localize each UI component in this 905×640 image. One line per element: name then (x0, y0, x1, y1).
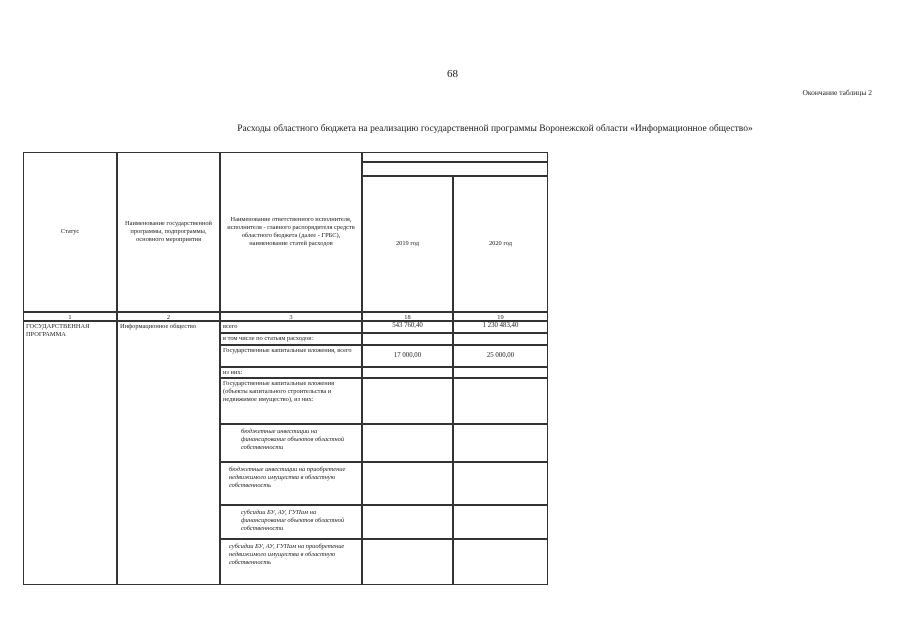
table-row-label: субсидии БУ, АУ, ГУПам на финансирование объектов областной собственности (220, 505, 362, 539)
table-row-value-2020 (453, 367, 548, 378)
table-continuation-note: Окончание таблицы 2 (802, 88, 872, 97)
header-year-2019: 2019 год (395, 240, 420, 247)
table-row-value-2020 (453, 505, 548, 539)
table-row-value-2019 (362, 539, 453, 585)
header-status-cell (23, 152, 117, 312)
header-year-2019-cell (362, 176, 453, 312)
table-row-value-2019 (362, 462, 453, 505)
table-row-value-2019 (362, 505, 453, 539)
table-row-value-2019 (362, 424, 453, 462)
table-row-label: всего (220, 321, 362, 333)
table-row-value-2020 (453, 333, 548, 345)
header-executor-cell (220, 152, 362, 312)
table-row-label: в том числе по статьям расходов: (220, 333, 362, 345)
table-row-value-2020 (453, 378, 548, 424)
header-top-band (362, 152, 548, 162)
table-row-label: из них: (220, 367, 362, 378)
table-row-value-2019 (362, 367, 453, 378)
table-row-label: бюджетные инвестиции на приобретение недвижимого имущества в областную собственность (220, 462, 362, 505)
header-program-name: Наименование государственной программы, подпрограммы, основного мероприятия (125, 220, 212, 243)
table-row-label: бюджетные инвестиции на финансирование объектов областной собственности (220, 424, 362, 462)
table-row-value-2019 (362, 378, 453, 424)
header-year-2020: 2020 год (488, 240, 513, 247)
program-value: Информационное общество (120, 323, 197, 330)
table-row-label: Государственные капитальные вложения, всего (220, 345, 362, 367)
table-row-value-2020 (453, 539, 548, 585)
status-cell (23, 321, 117, 585)
column-number-3: 3 (220, 312, 362, 321)
table-row-label: Государственные капитальные вложения (объекты капитального строительства и недвижимое имущество), из них: (220, 378, 362, 424)
column-number-1: 1 (23, 312, 117, 321)
column-number-2: 2 (117, 312, 220, 321)
table-row-value-2020: 25 000,00 (453, 345, 548, 367)
header-executor: Наименование ответственного исполнителя, исполнителя - главного распорядителя средств областного бюджета (далее - ГРБС), наименование статей расходов (227, 216, 355, 247)
header-status: Статус (60, 228, 80, 235)
table-row-label: субсидии БУ, АУ, ГУПам на приобретение недвижимого имущества в областную собственность (220, 539, 362, 585)
table-row-value-2020: 1 230 483,40 (453, 321, 548, 333)
status-value: ГОСУДАРСТВЕННАЯ ПРОГРАММА (26, 323, 90, 338)
header-program-cell (117, 152, 220, 312)
page-number: 68 (447, 68, 458, 80)
header-sub-band (362, 162, 548, 176)
program-cell (117, 321, 220, 585)
table-row-value-2019: 17 000,00 (362, 345, 453, 367)
header-year-2020-cell (453, 176, 548, 312)
column-number-18: 18 (362, 312, 453, 321)
table-row-value-2020 (453, 424, 548, 462)
document-title: Расходы областного бюджета на реализацию государственной программы Воронежской области «Информационное общество» (237, 124, 753, 134)
table-row-value-2019: 543 760,40 (362, 321, 453, 333)
table-row-value-2019 (362, 333, 453, 345)
table-row-value-2020 (453, 462, 548, 505)
column-number-19: 19 (453, 312, 548, 321)
